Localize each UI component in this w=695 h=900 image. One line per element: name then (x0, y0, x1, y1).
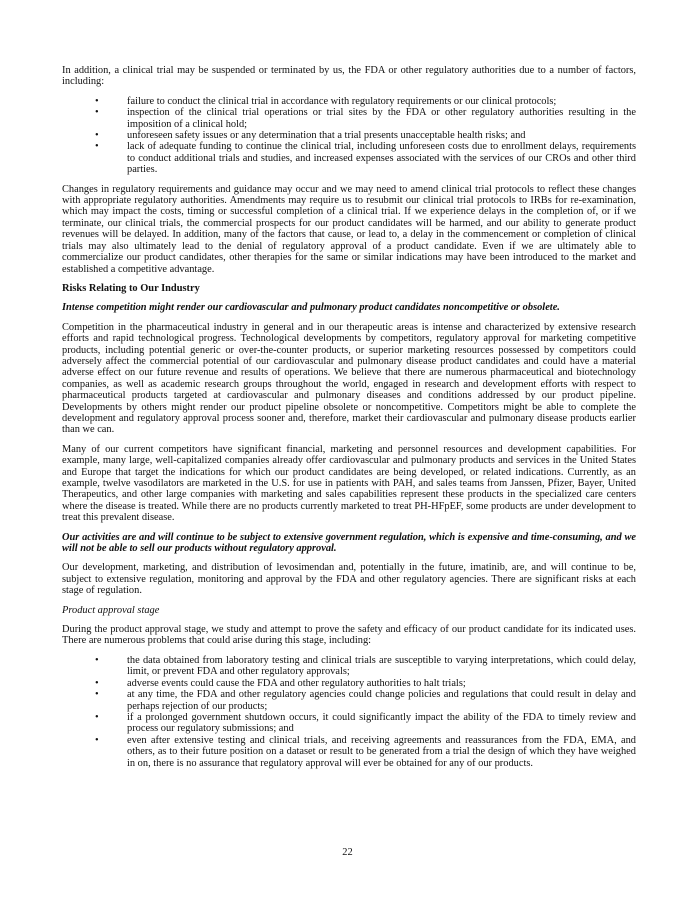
bullet-icon: • (95, 141, 99, 153)
competition-heading: Intense competition might render our cardiovascular and pulmonary product candidates noncompetitive or obsolete. (62, 302, 560, 314)
list-item: • inspection of the clinical trial operations or trial sites by the FDA or other regulatory authorities resulting in the imposition of a clinical hold; (95, 107, 636, 130)
bullet-icon: • (95, 107, 99, 119)
list-item: • lack of adequate funding to continue the clinical trial, including unforeseen costs due to enrollment delays, requirements to conduct additional trials and studies, and increased expenses associated with the services of our CROs and other third parties. (95, 141, 636, 176)
intro-paragraph: In addition, a clinical trial may be suspended or terminated by us, the FDA or other regulatory authorities due to a number of factors, including: (62, 65, 636, 88)
changes-paragraph: Changes in regulatory requirements and guidance may occur and we may need to amend clinical trial protocols to reflect these changes with appropriate regulatory authorities. Amendments may require us to resubmit our clinical trial protocols to IRBs for re-examination, which may impact the costs, timing or successful completion of a clinical trial. If we experience delays in the completion of, or if we terminate, our clinical trials, the commercial prospects for our product candidates will be harmed, and our ability to generate product revenues will be delayed. In addition, many of the factors that cause, or lead to, a delay in the commencement or completion of clinical trials may also ultimately lead to the denial of regulatory approval of a product candidate. Even if we are ultimately able to commercialize our product candidates, other therapies for the same or similar indications may have been introduced to the market and established a competitive advantage. (62, 183, 636, 275)
bullet-icon: • (95, 734, 99, 746)
list-item: • if a prolonged government shutdown occurs, it could significantly impact the ability of the FDA to timely review and process our regulatory submissions; and (95, 711, 636, 735)
regulation-heading: Our activities are and will continue to be subject to extensive government regulation, which is expensive and time-consuming, and we will not be able to sell our products without regulatory approval. (62, 531, 636, 555)
stage-intro-paragraph: During the product approval stage, we study and attempt to prove the safety and efficacy of our product candidate for its indicated uses. There are numerous problems that could arise during this stage, including: (62, 624, 636, 647)
document-page (62, 65, 636, 777)
bullet-icon: • (95, 130, 99, 142)
list-item: • even after extensive testing and clinical trials, and receiving agreements and reassurances from the FDA, EMA, and others, as to their future position on a dataset or result to be generated from a trial the design of which they have weighed in on, there is no assurance that regulatory approval will ever be obtained for any of our products. (95, 734, 636, 769)
competition-paragraph-1: Competition in the pharmaceutical industry in general and in our therapeutic areas is intense and characterized by extensive research efforts and rapid technological progress. Technological developments by competitors, regulatory approval for marketing competitive products, including potential generic or over-the-counter products, or superior marketing resources possessed by competitors could adversely affect the commercial potential of our cardiovascular and pulmonary disease product candidates and could have a material adverse effect on our future revenue and results of operations. We believe that there are numerous pharmaceutical and biotechnology companies, as well as academic research groups throughout the world, engaged in research and development efforts with respect to pharmaceutical products targeted at cardiovascular and pulmonary diseases and conditions addressed by our product pipeline. Developments by others might render our product pipeline obsolete or noncompetitive. Competitors might be able to complete the development and regulatory approval process sooner and, therefore, market their cardiovascular and pulmonary disease products earlier than we can. (62, 321, 636, 436)
stage-heading: Product approval stage (62, 604, 160, 616)
list-item: • failure to conduct the clinical trial in accordance with regulatory requirements or our clinical protocols; (95, 95, 557, 107)
section-heading: Risks Relating to Our Industry (62, 282, 200, 294)
suspension-reasons-list (62, 96, 636, 176)
bullet-icon: • (95, 711, 99, 723)
list-item: • unforeseen safety issues or any determination that a trial presents unacceptable health risks; and (95, 130, 526, 142)
list-item: • the data obtained from laboratory testing and clinical trials are susceptible to varying interpretations, which could delay, limit, or prevent FDA and other regulatory approvals; (95, 654, 636, 678)
page-number: 22 (342, 847, 353, 858)
bullet-icon: • (95, 654, 99, 666)
bullet-icon: • (95, 689, 99, 701)
list-item: • adverse events could cause the FDA and other regulatory authorities to halt trials; (95, 677, 466, 689)
bullet-icon: • (95, 95, 99, 107)
bullet-icon: • (95, 677, 99, 689)
regulation-paragraph: Our development, marketing, and distribution of levosimendan and, potentially in the future, imatinib, are, and will continue to be, subject to extensive regulation, monitoring and approval by the FDA and other regulatory agencies. There are significant risks at each stage of regulation. (62, 562, 636, 597)
stage-problems-list (62, 655, 636, 769)
competition-paragraph-2: Many of our current competitors have significant financial, marketing and personnel resources and development capabilities. For example, many large, well-capitalized companies already offer cardiovascular and pulmonary products and services in the United States and Europe that target the indications for which our product candidates are being developed, or related indications. Currently, as an example, twelve vasodilators are marketed in the U.S. for use in patients with PAH, and sales teams from Janssen, Pfizer, Bayer, United Therapeutics, and other large companies with marketing and sales capabilities represent these products in the specialized care centers where the disease is treated. While there are no products currently marketed to treat PH-HFpEF, some products are under development to treat this prevalent disease. (62, 443, 636, 524)
list-item: • at any time, the FDA and other regulatory agencies could change policies and regulations that could result in delay and perhaps rejection of our products; (95, 689, 636, 712)
